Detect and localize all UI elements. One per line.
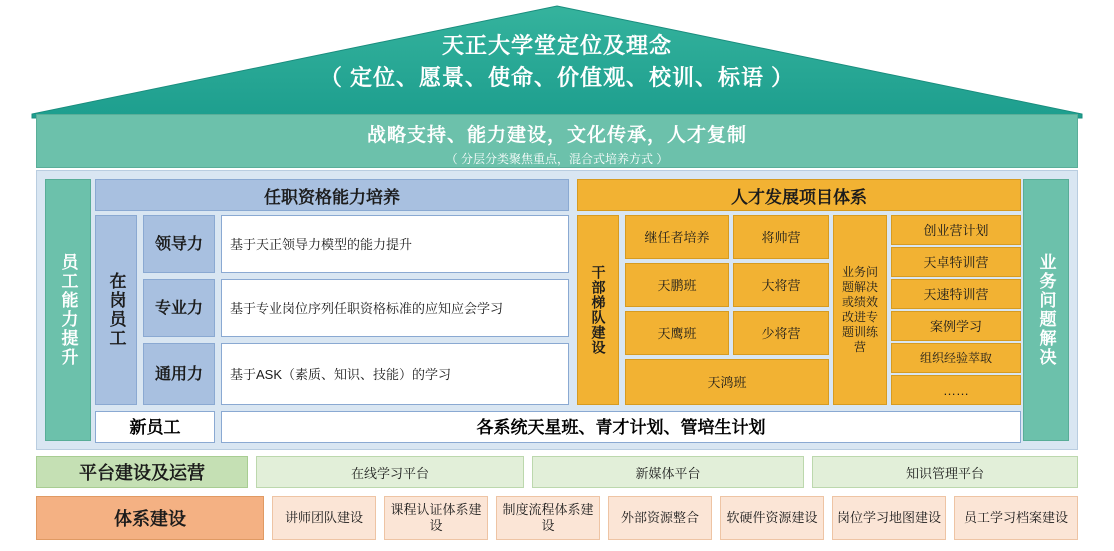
qualification-title: 任职资格能力培养 — [95, 179, 569, 211]
ability-label-general: 通用力 — [143, 343, 215, 405]
pillar-right-business-problem: 业务问题解决 — [1023, 179, 1069, 441]
in-post-employee-label: 在岗员工 — [95, 215, 137, 405]
program-case-study: 案例学习 — [891, 311, 1021, 341]
program-tianpeng: 天鹏班 — [625, 263, 729, 307]
platform-item-online-learning: 在线学习平台 — [256, 456, 524, 488]
program-dajiang: 大将营 — [733, 263, 829, 307]
system-item-hardware-software: 软硬件资源建设 — [720, 496, 824, 540]
system-item-learning-record: 员工学习档案建设 — [954, 496, 1078, 540]
program-tianying: 天鹰班 — [625, 311, 729, 355]
system-item-trainer-team: 讲师团队建设 — [272, 496, 376, 540]
program-jiangshuai: 将帅营 — [733, 215, 829, 259]
new-employee-content: 各系统天星班、青才计划、管培生计划 — [221, 411, 1021, 443]
program-entrepreneur: 创业营计划 — [891, 215, 1021, 245]
roof-title-line1: 天正大学堂定位及理念 — [441, 33, 672, 58]
program-successor: 继任者培养 — [625, 215, 729, 259]
program-tianhong: 天鸿班 — [625, 359, 829, 405]
business-training-camp: 业务问题解决或绩效改进专题训练营 — [833, 215, 887, 405]
ability-label-professional: 专业力 — [143, 279, 215, 337]
platform-item-new-media: 新媒体平台 — [532, 456, 804, 488]
system-item-process-system: 制度流程体系建设 — [496, 496, 600, 540]
strategy-line2: （ 分层分类聚焦重点，混合式培养方式 ） — [445, 152, 669, 166]
program-shaojiang: 少将营 — [733, 311, 829, 355]
ability-desc-general: 基于ASK（素质、知识、技能）的学习 — [221, 343, 569, 405]
program-tianzhuo: 天卓特训营 — [891, 247, 1021, 277]
platform-label: 平台建设及运营 — [36, 456, 248, 488]
platform-item-knowledge-management: 知识管理平台 — [812, 456, 1078, 488]
program-tiansu: 天速特训营 — [891, 279, 1021, 309]
ability-label-leadership: 领导力 — [143, 215, 215, 273]
ability-desc-professional: 基于专业岗位序列任职资格标准的应知应会学习 — [221, 279, 569, 337]
system-item-external-resources: 外部资源整合 — [608, 496, 712, 540]
ability-desc-leadership: 基于天正领导力模型的能力提升 — [221, 215, 569, 273]
strategy-bar — [36, 114, 1078, 168]
roof-section — [0, 0, 1114, 120]
system-label: 体系建设 — [36, 496, 264, 540]
roof-title-line2: （ 定位、愿景、使命、价值观、校训、标语 ） — [319, 65, 795, 90]
strategy-line1: 战略支持、能力建设，文化传承，人才复制 — [366, 125, 747, 146]
system-item-course-certification: 课程认证体系建设 — [384, 496, 488, 540]
program-ellipsis: …… — [891, 375, 1021, 405]
cadre-ladder-label: 干部梯队建设 — [577, 215, 619, 405]
talent-title: 人才发展项目体系 — [577, 179, 1021, 211]
pillar-left-employee-capability: 员工能力提升 — [45, 179, 91, 441]
system-item-learning-map: 岗位学习地图建设 — [832, 496, 946, 540]
program-experience-extraction: 组织经验萃取 — [891, 343, 1021, 373]
main-body — [36, 170, 1078, 450]
roof-title — [0, 30, 1114, 94]
new-employee-label: 新员工 — [95, 411, 215, 443]
